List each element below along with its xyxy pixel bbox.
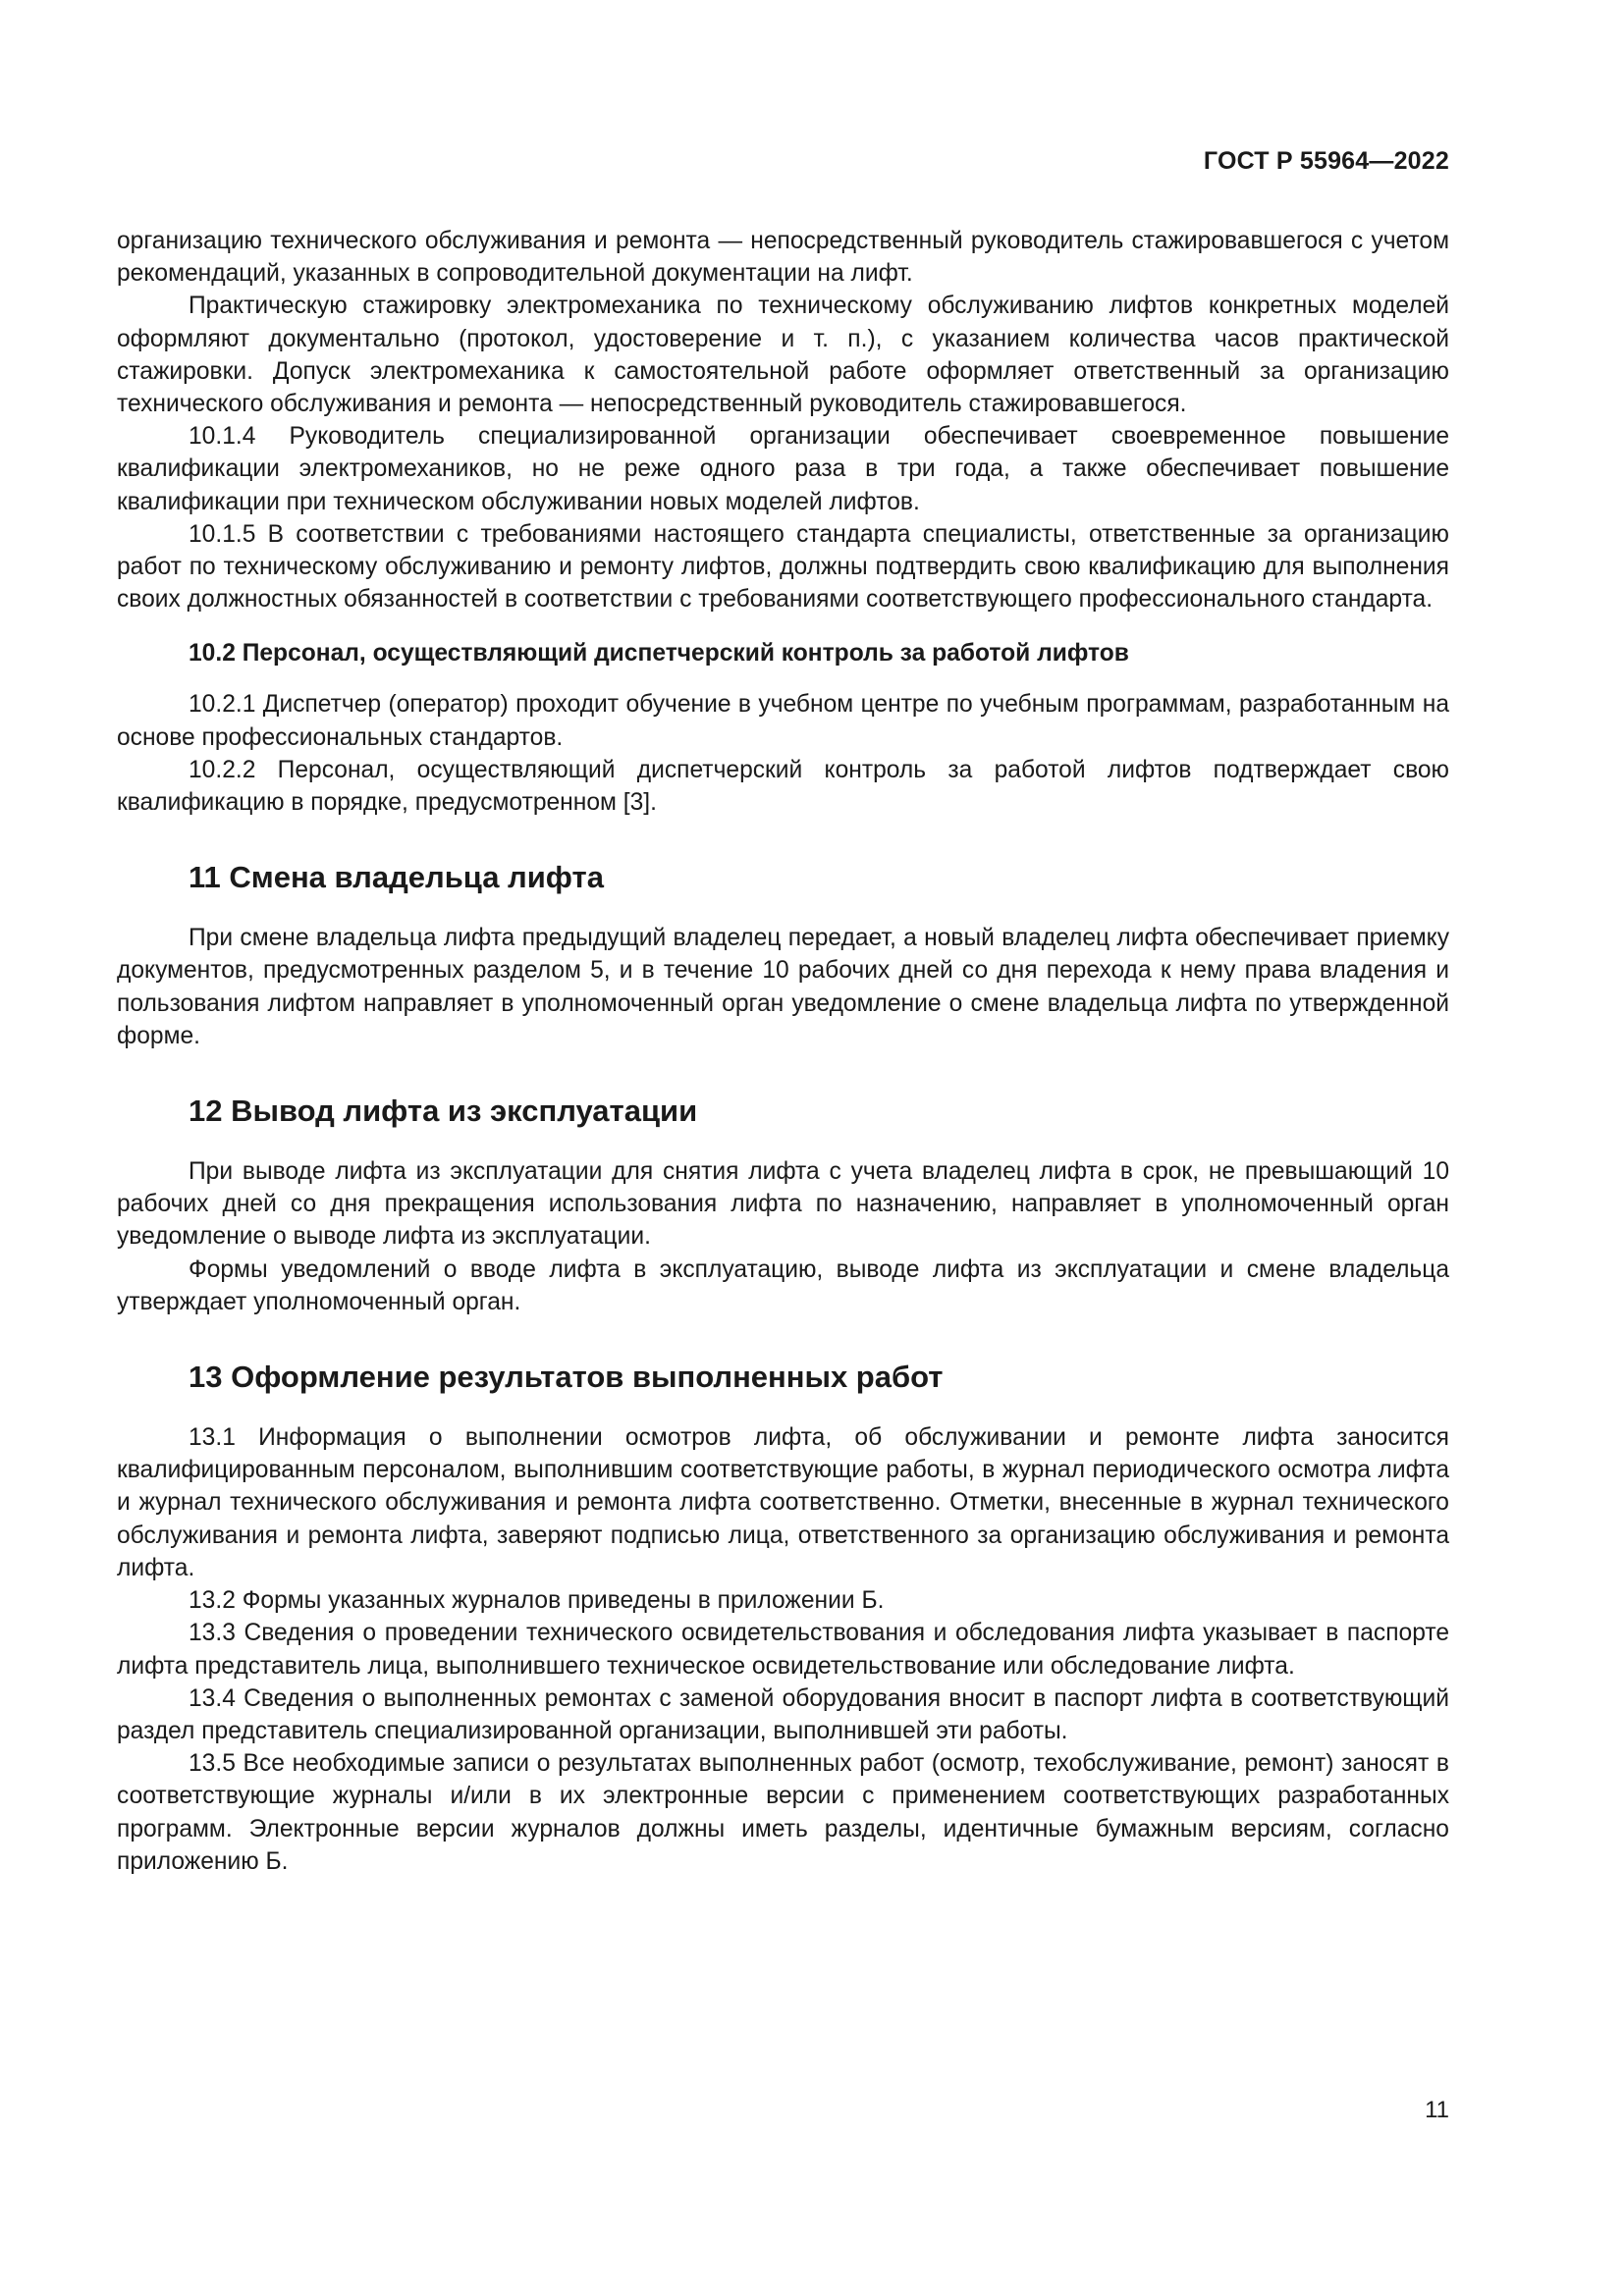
- section-heading-13: 13 Оформление результатов выполненных работ: [189, 1360, 944, 1395]
- paragraph-notification-forms: Формы уведомлений о вводе лифта в эксплуатацию, выводе лифта из эксплуатации и смене владельца утверждает уполномоченный орган.: [117, 1255, 1449, 1315]
- paragraph-13-1: 13.1 Информация о выполнении осмотров лифта, об обслуживании и ремонте лифта заносится квалифицированным персоналом, выполнившим соответствующие работы, в журнал периодического осмотра лифта и журнал технического обслуживания и ремонта лифта соответственно. Отметки, внесенные в журнал технического обслуживания и ремонта лифта, заверяют подписью лица, ответственного за организацию обслуживания и ремонта лифта.: [117, 1424, 1449, 1581]
- paragraph-13-2: 13.2 Формы указанных журналов приведены в приложении Б.: [189, 1587, 885, 1615]
- paragraph-10-1-4: 10.1.4 Руководитель специализированной организации обеспечивает своевременное повышение квалификации электромехаников, но не реже одного раза в три года, а также обеспечивает повышение квалификации при техническом обслуживании новых моделей лифтов.: [117, 423, 1449, 515]
- paragraph-decommission: При выводе лифта из эксплуатации для снятия лифта с учета владелец лифта в срок, не превышающий 10 рабочих дней со дня прекращения использования лифта по назначению, направляет в уполномоченный орган уведомление о выводе лифта из эксплуатации.: [117, 1158, 1449, 1251]
- paragraph-13-3: 13.3 Сведения о проведении технического освидетельствования и обследования лифта указывает в паспорте лифта представитель лица, выполнившего техническое освидетельствование или обследование лифта.: [117, 1620, 1449, 1680]
- paragraph-continuation: организацию технического обслуживания и ремонта — непосредственный руководитель стажировавшегося с учетом рекомендаций, указанных в сопроводительной документации на лифт.: [117, 228, 1449, 288]
- page-number: 11: [1425, 2097, 1449, 2123]
- section-heading-12: 12 Вывод лифта из эксплуатации: [189, 1094, 698, 1129]
- subsection-heading-10-2: 10.2 Персонал, осуществляющий диспетчерский контроль за работой лифтов: [189, 640, 1129, 667]
- document-code-header: ГОСТ Р 55964—2022: [1203, 147, 1449, 175]
- paragraph-10-2-2: 10.2.2 Персонал, осуществляющий диспетчерский контроль за работой лифтов подтверждает свою квалификацию в порядке, предусмотренном [3].: [117, 756, 1449, 817]
- paragraph-13-4: 13.4 Сведения о выполненных ремонтах с заменой оборудования вносит в паспорт лифта в соответствующий раздел представитель специализированной организации, выполнившей эти работы.: [117, 1684, 1449, 1744]
- section-heading-11: 11 Смена владельца лифта: [189, 860, 604, 895]
- page-content: [117, 225, 1449, 1878]
- paragraph-internship: Практическую стажировку электромеханика по техническому обслуживанию лифтов конкретных моделей оформляют документально (протокол, удостоверение и т. п.), с указанием количества часов практической стажировки. Допуск электромеханика к самостоятельной работе оформляет ответственный за организацию технического обслуживания и ремонта — непосредственный руководитель стажировавшегося.: [117, 293, 1449, 418]
- paragraph-13-5: 13.5 Все необходимые записи о результатах выполненных работ (осмотр, техобслуживание, ремонт) заносят в соответствующие журналы и/или в их электронные версии с применением соответствующих разработанных программ. Электронные версии журналов должны иметь разделы, идентичные бумажным версиям, согласно приложению Б.: [117, 1750, 1449, 1875]
- paragraph-10-1-5: 10.1.5 В соответствии с требованиями настоящего стандарта специалисты, ответственные за организацию работ по техническому обслуживанию и ремонту лифтов, должны подтвердить свою квалификацию для выполнения своих должностных обязанностей в соответствии с требованиями соответствующего профессионального стандарта.: [117, 520, 1449, 614]
- paragraph-10-2-1: 10.2.1 Диспетчер (оператор) проходит обучение в учебном центре по учебным программам, разработанным на основе профессиональных стандартов.: [117, 691, 1449, 751]
- paragraph-owner-change: При смене владельца лифта предыдущий владелец передает, а новый владелец лифта обеспечивает приемку документов, предусмотренных разделом 5, и в течение 10 рабочих дней со дня перехода к нему права владения и пользования лифтом направляет в уполномоченный орган уведомление о смене владельца лифта по утвержденной форме.: [117, 925, 1449, 1049]
